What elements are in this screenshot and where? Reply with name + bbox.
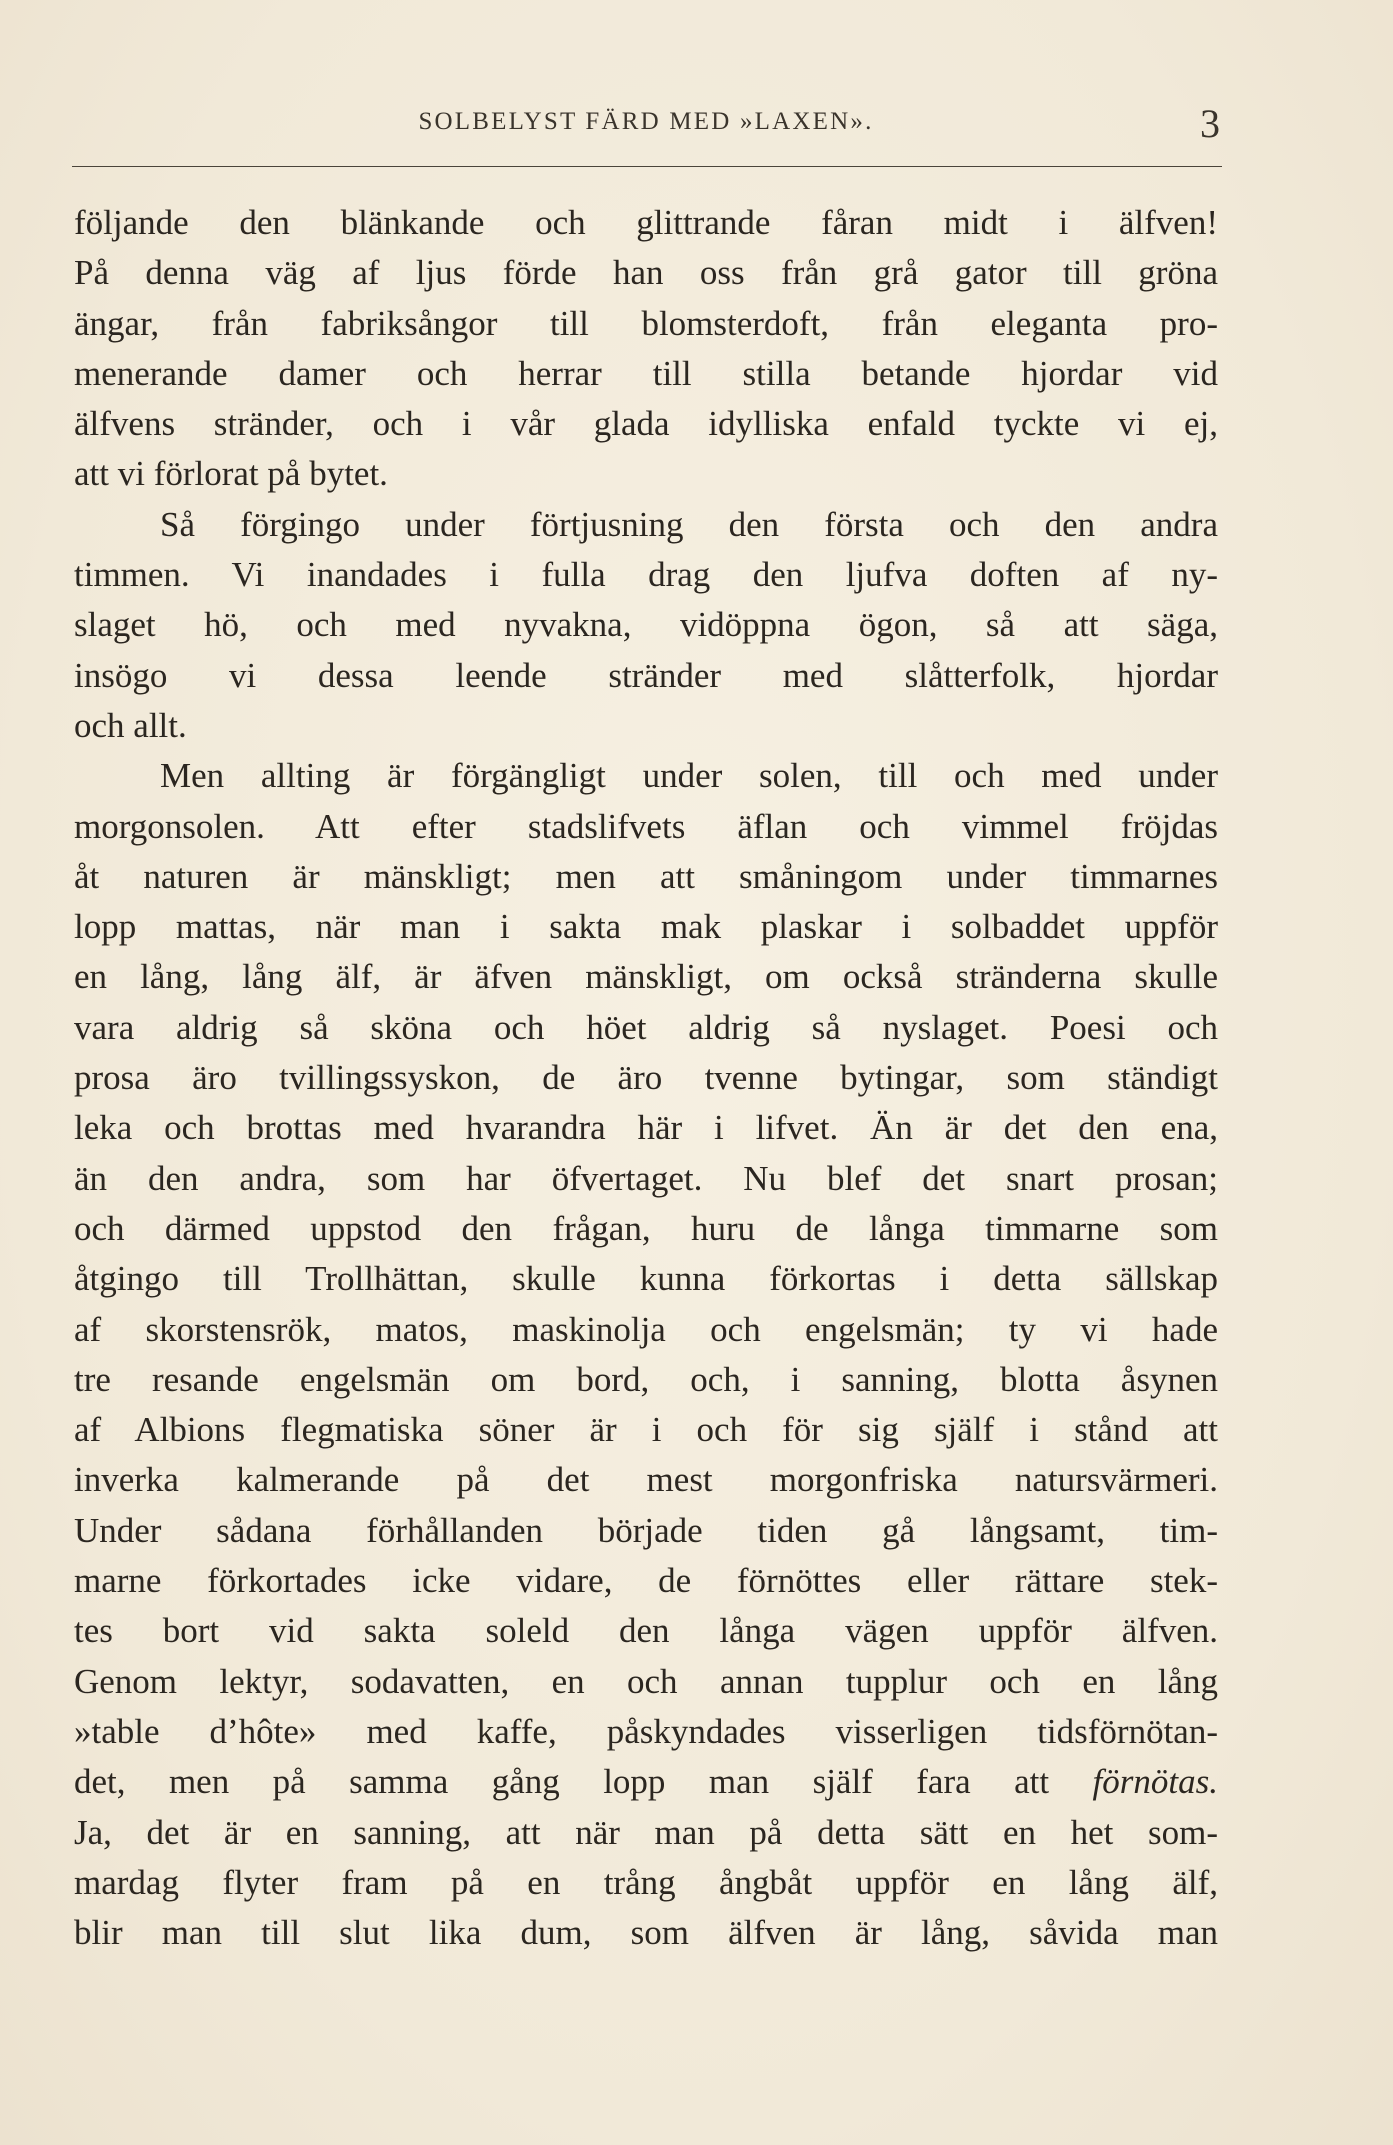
text-line bbox=[74, 1305, 1218, 1355]
text-line bbox=[74, 1254, 1218, 1304]
text-line bbox=[74, 600, 1218, 650]
text-line-content: tre resande engelsmän om bord, och, i sanning, blotta åsynen bbox=[74, 1359, 1218, 1399]
text-line-content: inverka kalmerande på det mest morgonfriska natursvärmeri. bbox=[74, 1460, 1218, 1500]
text-line-content: vara aldrig så sköna och höet aldrig så nyslaget. Poesi och bbox=[74, 1007, 1218, 1047]
text-line-content: Så förgingo under förtjusning den första och den andra bbox=[160, 504, 1218, 544]
text-line bbox=[74, 902, 1218, 952]
text-line-content: och därmed uppstod den frågan, huru de långa timmarne som bbox=[74, 1208, 1218, 1248]
text-line-content: Genom lektyr, sodavatten, en och annan tupplur och en lång bbox=[74, 1661, 1218, 1701]
text-line bbox=[74, 1355, 1218, 1405]
text-line bbox=[74, 1053, 1218, 1103]
text-line-content: Ja, det är en sanning, att när man på detta sätt en het som- bbox=[74, 1812, 1218, 1852]
text-line bbox=[74, 1808, 1218, 1858]
text-line bbox=[74, 399, 1218, 449]
text-line bbox=[74, 349, 1218, 399]
text-line bbox=[74, 500, 1218, 550]
text-line-content: timmen. Vi inandades i fulla drag den ljufva doften af ny- bbox=[74, 555, 1218, 595]
text-line-content: På denna väg af ljus förde han oss från grå gator till gröna bbox=[74, 253, 1218, 293]
text-line-content: åt naturen är mänskligt; men att småningom under timmarnes bbox=[74, 856, 1218, 896]
text-line bbox=[74, 1103, 1218, 1153]
text-line-content: ängar, från fabriksångor till blomsterdoft, från eleganta pro- bbox=[74, 303, 1218, 343]
text-line-content: menerande damer och herrar till stilla betande hjordar vid bbox=[74, 353, 1218, 393]
text-line-content: af Albions flegmatiska söner är i och för sig själf i stånd att bbox=[74, 1410, 1218, 1450]
text-line bbox=[74, 1657, 1218, 1707]
text-line-content: en lång, lång älf, är äfven mänskligt, om också stränderna skulle bbox=[74, 957, 1218, 997]
text-line bbox=[74, 449, 1218, 499]
text-line-content: insögo vi dessa leende stränder med slåtterfolk, hjordar bbox=[74, 655, 1218, 695]
running-head bbox=[72, 101, 1220, 146]
text-line bbox=[74, 1506, 1218, 1556]
text-line bbox=[74, 299, 1218, 349]
text-line-content: leka och brottas med hvarandra här i lifvet. Än är det den ena, bbox=[74, 1108, 1218, 1148]
text-line bbox=[74, 1003, 1218, 1053]
text-line bbox=[74, 1707, 1218, 1757]
running-title: SOLBELYST FÄRD MED »LAXEN». bbox=[418, 108, 874, 135]
text-line bbox=[74, 1757, 1218, 1807]
text-line-content: lopp mattas, när man i sakta mak plaskar i solbaddet uppför bbox=[74, 907, 1218, 947]
text-line-content: åtgingo till Trollhättan, skulle kunna förkortas i detta sällskap bbox=[74, 1259, 1218, 1299]
text-line-content: att vi förlorat på bytet. bbox=[74, 454, 388, 494]
text-line bbox=[74, 1606, 1218, 1656]
text-line bbox=[74, 198, 1218, 248]
text-line bbox=[74, 1455, 1218, 1505]
text-line-content: och allt. bbox=[74, 705, 187, 745]
text-line-content: än den andra, som har öfvertaget. Nu blef det snart prosan; bbox=[74, 1158, 1218, 1198]
text-line-content: af skorstensrök, matos, maskinolja och engelsmän; ty vi hade bbox=[74, 1309, 1218, 1349]
text-line-content: morgonsolen. Att efter stadslifvets äflan och vimmel fröjdas bbox=[74, 806, 1218, 846]
text-line bbox=[74, 248, 1218, 298]
text-line bbox=[74, 1154, 1218, 1204]
text-line bbox=[74, 1204, 1218, 1254]
body-text bbox=[74, 198, 1218, 1958]
text-line bbox=[74, 550, 1218, 600]
text-line-content: marne förkortades icke vidare, de förnöttes eller rättare stek- bbox=[74, 1561, 1218, 1601]
text-line-content: älfvens stränder, och i vår glada idylliska enfald tyckte vi ej, bbox=[74, 404, 1218, 444]
text-line bbox=[74, 1405, 1218, 1455]
text-line bbox=[74, 952, 1218, 1002]
text-line bbox=[74, 701, 1218, 751]
text-line-content: mardag flyter fram på en trång ångbåt uppför en lång älf, bbox=[74, 1862, 1218, 1902]
text-line bbox=[74, 1858, 1218, 1908]
text-line-content: »table d’hôte» med kaffe, påskyndades visserligen tidsförnötan- bbox=[74, 1711, 1218, 1751]
text-line-content: Under sådana förhållanden började tiden gå långsamt, tim- bbox=[74, 1510, 1218, 1550]
text-line-content: prosa äro tvillingssyskon, de äro tvenne bytingar, som ständigt bbox=[74, 1058, 1218, 1098]
text-line bbox=[74, 1556, 1218, 1606]
text-line-content: slaget hö, och med nyvakna, vidöppna ögon, så att säga, bbox=[74, 605, 1218, 645]
page-number: 3 bbox=[1200, 101, 1220, 146]
header-rule bbox=[72, 166, 1222, 167]
text-line-content: blir man till slut lika dum, som älfven är lång, såvida man bbox=[74, 1913, 1218, 1953]
text-line-content: tes bort vid sakta soleld den långa vägen uppför älfven. bbox=[74, 1611, 1218, 1651]
text-line-content: följande den blänkande och glittrande fåran midt i älfven! bbox=[74, 203, 1218, 242]
text-line bbox=[74, 651, 1218, 701]
text-line bbox=[74, 802, 1218, 852]
italic-word: förnötas. bbox=[1092, 1762, 1218, 1802]
text-line-content: det, men på samma gång lopp man själf fara att bbox=[74, 1762, 1050, 1802]
text-line bbox=[74, 751, 1218, 801]
text-line bbox=[74, 1908, 1218, 1958]
text-line bbox=[74, 852, 1218, 902]
text-line-content: Men allting är förgängligt under solen, till och med under bbox=[160, 756, 1218, 796]
